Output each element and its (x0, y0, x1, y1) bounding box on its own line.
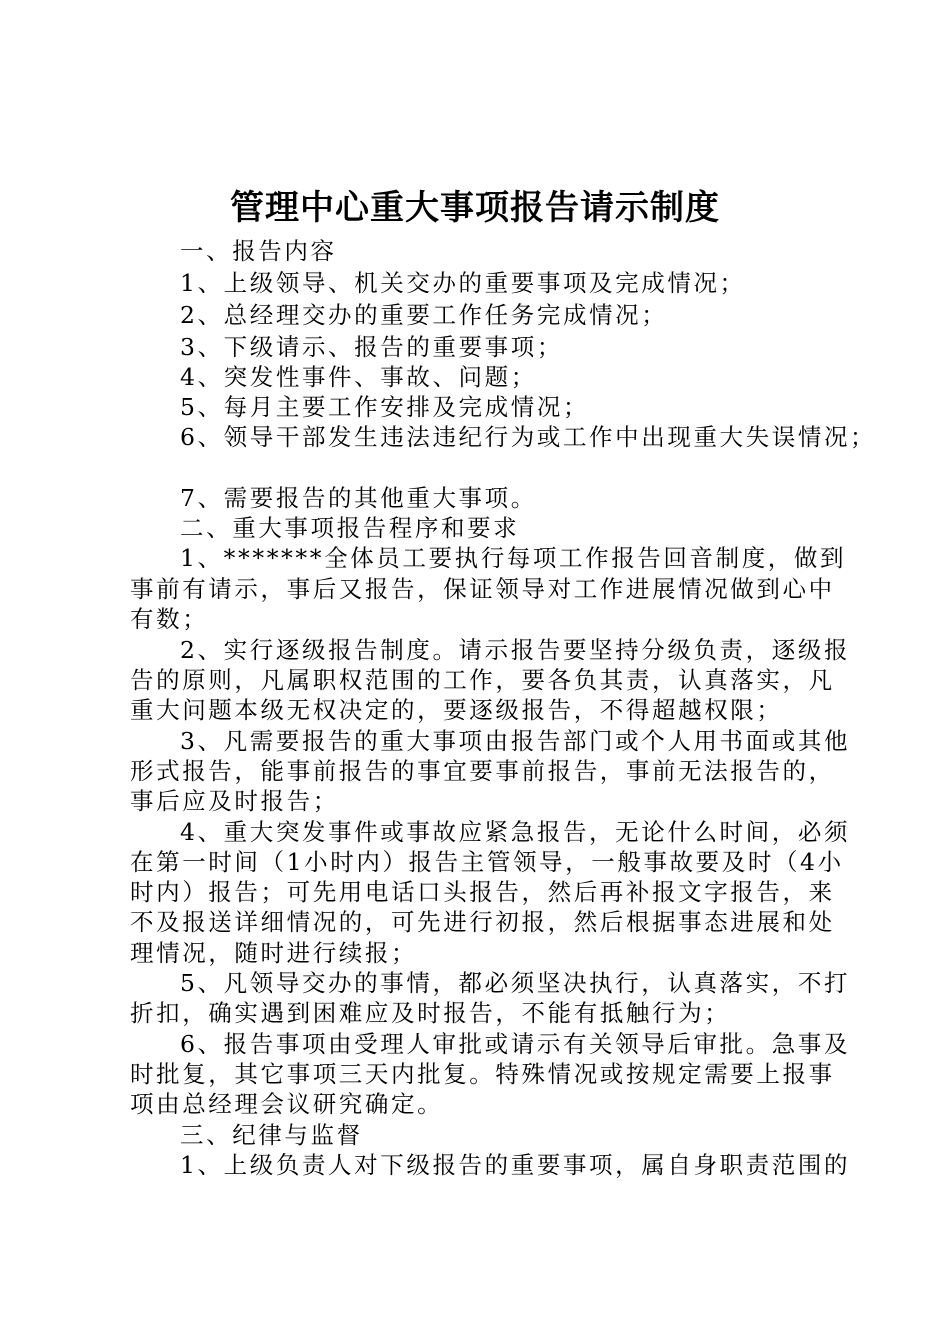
paragraph-line: 3、下级请示、报告的重要事项； (180, 333, 563, 361)
paragraph-line: 3、凡需要报告的重大事项由报告部门或个人用书面或其他 (180, 727, 851, 755)
paragraph-line: 6、领导干部发生违法违纪行为或工作中出现重大失误情况； (180, 423, 877, 451)
paragraph-line: 5、每月主要工作安排及完成情况； (180, 393, 590, 421)
paragraph-line: 5、凡领导交办的事情，都必须坚决执行，认真落实，不打 (180, 969, 851, 997)
paragraph-line: 有数； (130, 605, 209, 633)
paragraph-line: 4、突发性事件、事故、问题； (180, 363, 537, 391)
paragraph-line: 重大问题本级无权决定的，要逐级报告，不得超越权限； (130, 696, 783, 724)
paragraph-line: 时内）报告；可先用电话口头报告，然后再补报文字报告，来 (130, 878, 835, 906)
section-heading-2: 二、重大事项报告程序和要求 (180, 514, 520, 542)
paragraph-line: 7、需要报告的其他重大事项。 (180, 484, 537, 512)
paragraph-line: 1、上级领导、机关交办的重要事项及完成情况； (180, 269, 746, 297)
paragraph-line: 事后应及时报告； (130, 787, 339, 815)
paragraph-line: 折扣，确实遇到困难应及时报告，不能有抵触行为； (130, 999, 731, 1027)
paragraph-line: 6、报告事项由受理人审批或请示有关领导后审批。急事及 (180, 1030, 851, 1058)
paragraph-line: 不及报送详细情况的，可先进行初报，然后根据事态进展和处 (130, 908, 835, 936)
paragraph-line: 4、重大突发事件或事故应紧急报告，无论什么时间，必须 (180, 818, 851, 846)
paragraph-line: 项由总经理会议研究确定。 (130, 1090, 444, 1118)
paragraph-line: 事前有请示，事后又报告，保证领导对工作进展情况做到心中 (130, 575, 835, 603)
paragraph-line: 告的原则，凡属职权范围的工作，要各负其责，认真落实，凡 (130, 666, 835, 694)
paragraph-line: 1、上级负责人对下级报告的重要事项，属自身职责范围的 (180, 1151, 851, 1179)
section-heading-1: 一、报告内容 (180, 237, 337, 265)
paragraph-line: 在第一时间（1小时内）报告主管领导，一般事故要及时（4小 (130, 848, 844, 876)
paragraph-line: 2、总经理交办的重要工作任务完成情况； (180, 301, 668, 329)
paragraph-line: 1、*******全体员工要执行每项工作报告回音制度，做到 (180, 544, 847, 572)
paragraph-line: 理情况，随时进行续报； (130, 939, 418, 967)
paragraph-line: 形式报告，能事前报告的事宜要事前报告，事前无法报告的， (130, 757, 835, 785)
paragraph-line: 2、实行逐级报告制度。请示报告要坚持分级负责，逐级报 (180, 636, 851, 664)
section-heading-3: 三、纪律与监督 (180, 1121, 363, 1149)
document-title: 管理中心重大事项报告请示制度 (230, 188, 720, 228)
paragraph-line: 时批复，其它事项三天内批复。特殊情况或按规定需要上报事 (130, 1060, 835, 1088)
